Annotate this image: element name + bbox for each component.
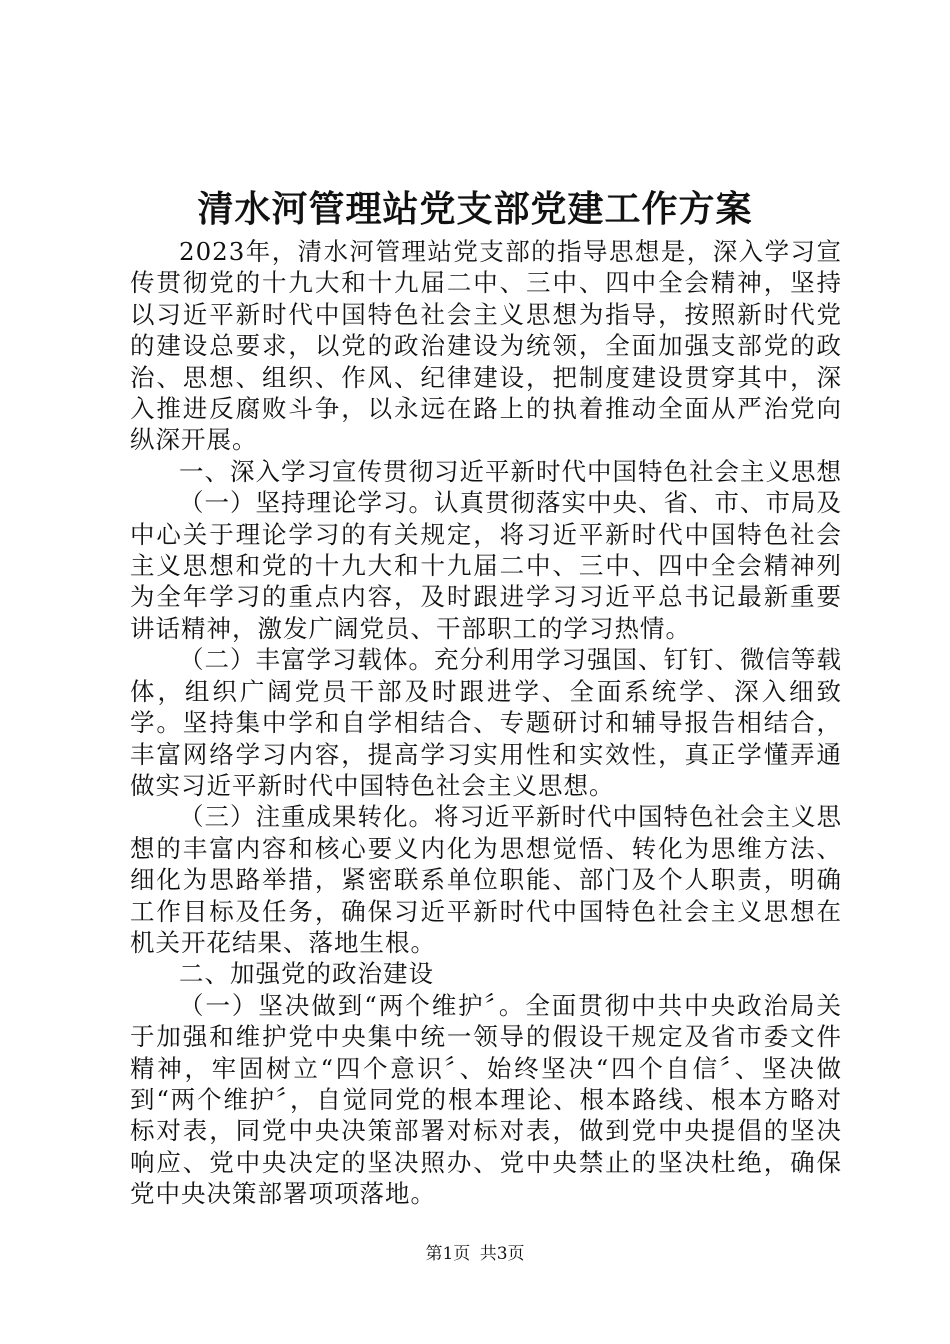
section-heading-1: 一、深入学习宣传贯彻习近平新时代中国特色社会主义思想 [179,456,842,486]
paragraph-2-1: （一）坚决做到“两个维护〞。全面贯彻中共中央政治局关于加强和维护党中央集中统一领导的假设干规定及省市委文件精神，牢固树立“四个意识〞、始终坚决“四个自信〞、坚决做到“两个维护〞，自觉同党的根本理论、根本路线、根本方略对标对表，同党中央决策部署对标对表，做到党中央提倡的坚决响应、党中央决定的坚决照办、党中央禁止的坚决杜绝，确保党中央决策部署项项落地。 [130,990,842,1209]
paragraph-1-1: （一）坚持理论学习。认真贯彻落实中央、省、市、市局及中心关于理论学习的有关规定，将习近平新时代中国特色社会主义思想和党的十九大和十九届二中、三中、四中全会精神列为全年学习的重点内容，及时跟进学习习近平总书记最新重要讲话精神，激发广阔党员、干部职工的学习热情。 [130,488,842,643]
document-body [130,236,842,1210]
page-number: 第1页 [425,1244,471,1264]
section-heading-2: 二、加强党的政治建设 [179,959,434,989]
document-title: 清水河管理站党支部党建工作方案 [197,188,753,230]
paragraph-1-2: （二）丰富学习载体。充分利用学习强国、钉钉、微信等载体，组织广阔党员干部及时跟进学、全面系统学、深入细致学。坚持集中学和自学相结合、专题研讨和辅导报告相结合，丰富网络学习内容，提高学习实用性和实效性，真正学懂弄通做实习近平新时代中国特色社会主义思想。 [130,645,842,800]
paragraph-guiding-thought: 2023年，清水河管理站党支部的指导思想是，深入学习宣传贯彻党的十九大和十九届二中、三中、四中全会精神，坚持以习近平新时代中国特色社会主义思想为指导，按照新时代党的建设总要求，以党的政治建设为统领，全面加强支部党的政治、思想、组织、作风、纪律建设，把制度建设贯穿其中，深入推进反腐败斗争，以永远在路上的执着推动全面从严治党向纵深开展。 [130,237,842,455]
page-total: 共3页 [479,1244,525,1264]
page-footer [0,1243,950,1265]
paragraph-1-3: （三）注重成果转化。将习近平新时代中国特色社会主义思想的丰富内容和核心要义内化为思想觉悟、转化为思维方法、细化为思路举措，紧密联系单位职能、部门及个人职责，明确工作目标及任务，确保习近平新时代中国特色社会主义思想在机关开花结果、落地生根。 [130,802,842,957]
